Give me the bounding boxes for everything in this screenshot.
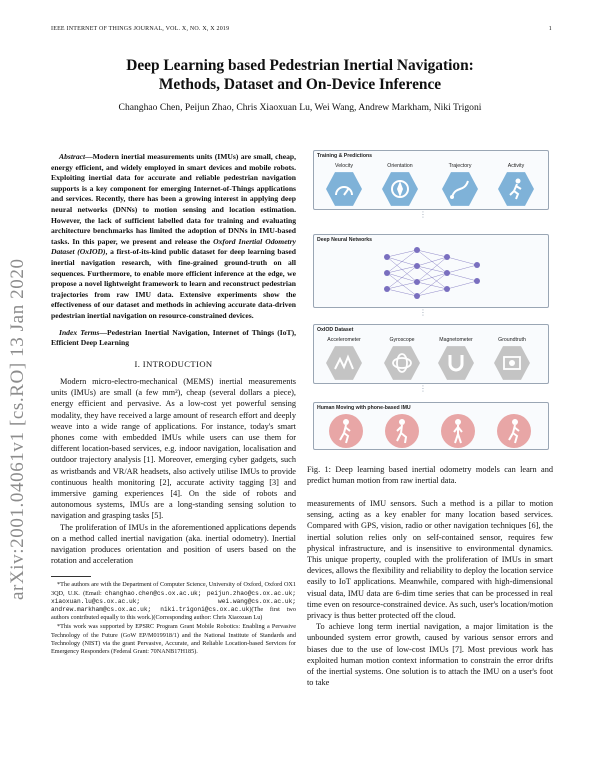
index-terms-label: Index Terms <box>59 327 100 337</box>
journal-header: IEEE INTERNET OF THINGS JOURNAL, VOL. X, NO. X, X 2019 <box>51 26 230 32</box>
left-column <box>51 152 296 657</box>
dataset-item-label-1: Gyroscope <box>389 337 415 343</box>
training-item-label-0: Velocity <box>335 163 353 169</box>
connector-dots-3: ⋮ <box>419 384 428 393</box>
walking-person-icon <box>441 414 475 448</box>
arxiv-watermark: arXiv:2001.04061v1 [cs.RO] 13 Jan 2020 <box>7 258 28 600</box>
author-list: Changhao Chen, Peijun Zhao, Chris Xiaoxuan Lu, Wei Wang, Andrew Markham, Niki Trigoni <box>118 102 482 113</box>
dataset-item-label-0: Accelerometer <box>327 337 361 343</box>
page-number: 1 <box>548 26 552 32</box>
footnote-funding: *This work was supported by EPSRC Program Grant Mobile Robotics: Enabling a Pervasive Technology of the Future (GoW EP/M019918/1) and the National Institute of Standards and Technology (NIST) via the grant Pervasive, Accurate, and Reliable Location-based Services for Emergency Responders (Federal Grant: 70NANB17H185). <box>51 623 296 655</box>
footnote-affiliation-text: *The authors are with the Department of Computer Science, University of Oxford, Oxford OX1 3QD, U.K. (Email: <box>51 581 296 597</box>
title-line-1: Deep Learning based Pedestrian Inertial Navigation: <box>126 57 474 74</box>
abstract-dataset-name: Oxford Inertial Odometry Dataset (OxIOD) <box>51 236 296 257</box>
right-column-body <box>307 498 553 688</box>
running-header <box>51 26 552 32</box>
section-heading: I. INTRODUCTION <box>134 358 213 369</box>
dataset-item-label-3: Groundtruth <box>498 337 526 343</box>
training-predictions-label: Training & Predictions <box>317 153 373 159</box>
connector-dots-1: ⋮ <box>419 210 428 219</box>
abstract-label: Abstract <box>59 152 86 161</box>
connector-dots-2: ⋮ <box>419 308 428 317</box>
footnote-affiliation <box>51 581 296 622</box>
abstract-text-pre: —Modern inertial measurements units (IMUs) are small, cheap, energy efficient, and widely employed in smart devices and mobile robots. Exploiting inertial data for accurate and reliable pedestrian navigation supports is a key component for emerging Internet-of-Things applications and services. Recently, there has been a growing interest in applying deep neural networks (DNNs) to motion sensing and location estimation. However, the lack of sufficient labelled data for training and evaluating architecture benchmarks has limited the adoption of DNNs in IMU-based tasks. In this paper, we present and release the <box>51 152 296 246</box>
intro-paragraph-1: Modern micro-electro-mechanical (MEMS) inertial measurements units (IMUs) are small (a few mm²), cheap (several dollars a piece), energy efficient and pervasive. As a low-cost yet powerful sensing modality, they have received a large amount of research effort and deeply weave into a wide range of applications. For instance, today's smart phones come with embedded IMUs while users can use them for different location-based services, e.g. indoor navigation, localisation and outdoor trajectory analysis [1]. Moreover, emerging cyber gadgets, such as wristbands and VR/AR headsets, also actively utilise IMUs to provide continuous health monitoring [2], accurate activity tagging [3] and immersive gaming experiences [4]. On the side of robots and autonomous systems, IMUs are a long-standing sensing solution to navigation and grasping tasks [5]. <box>51 376 296 521</box>
walking-person-icon <box>329 414 363 448</box>
caption-text: Deep learning based inertial odometry models can learn and predict human motion from raw inertial data. <box>307 465 554 486</box>
dataset-item-label-2: Magnetometer <box>439 337 473 343</box>
intro-paragraph-2: The proliferation of IMUs in the aforementioned applications depends on a method called inertial navigation (aka. inertial odometry). Inertial navigation produces orientation and position of users based on the rotation and acceleration <box>51 522 296 566</box>
right-paragraph-2: To achieve long term inertial navigation, a major limitation is the unbounded system error growth, caused by various sensor errors and biases due to the use of low-cost IMUs [7]. Most previous work has exploited human motion context information to constrain the error drifts of the inertial systems. One solution is to attach the IMU on a user's foot to take <box>307 622 553 688</box>
abstract <box>51 152 296 322</box>
neural-network-graph <box>377 242 487 304</box>
title-line-2: Methods, Dataset and On-Device Inference <box>158 76 442 93</box>
index-terms-text: —Pedestrian Inertial Navigation, Internet of Things (IoT), Efficient Deep Learning <box>51 327 296 348</box>
figure-caption <box>307 464 553 486</box>
training-item-label-3: Activity <box>507 163 525 169</box>
oxiod-dataset-label: OxIOD Dataset <box>317 327 354 333</box>
right-paragraph-1: measurements of IMU sensors. Such a method is a pillar to motion sensing, acting as a key enabler for many location based services. Compared with GPS, vision, radio or other navigation techniques [6], the inertial solution relies only on self-contained sensor, requires few physical infrastructure, and is insensitive to environmental dynamics. This unique property, coupled with the proliferation of IMUs in smart devices, allows the flexibility and reliability to deploy the location service easily to IoT applications. Meanwhile, compared with high-dimensional visual data, IMU data are 6-dim time series that can be processed in real time even on resource-constrained device. As such, user's location/motion privacy is thus better protected off the cloud. <box>307 499 553 621</box>
footnote-emails: changhao.chen@cs.ox.ac.uk; peijun.zhao@cs.ox.ac.uk; xiaoxuan.lu@cs.ox.ac.uk; wei.wang@cs.ox.ac.uk; andrew.markham@cs.ox.ac.uk; niki.trigoni@cs.ox.ac.uk <box>51 589 296 613</box>
index-terms <box>51 328 296 349</box>
training-item-label-1: Orientation <box>387 163 413 169</box>
training-item-label-2: Trajectory <box>448 163 472 169</box>
figure-1 <box>307 148 553 448</box>
caption-label: Fig. 1: <box>307 465 331 474</box>
paper-title <box>0 56 600 94</box>
walking-person-icon <box>497 414 531 448</box>
footnote-affiliation-tail: )(The first two authors contributed equally to this work.)(Corresponding author: Chris Xiaoxuan Lu) <box>51 605 296 622</box>
footnote-rule <box>51 576 91 577</box>
abstract-text-post: , a first-of-its-kind public dataset for deep learning based inertial navigation research, with fine-grained ground-truth on all sequences. Furthermore, to enable more efficient inference at the edge, we propose a novel lightweight framework to learn and reconstruct pedestrian trajectories from raw IMU data. Extensive experiments show the effectiveness of our dataset and methods in achieving accurate data-driven pedestrian inertial navigation on resource-constrained devices. <box>51 247 296 320</box>
human-moving-label: Human Moving with phone-based IMU <box>317 405 411 411</box>
deep-neural-networks-label: Deep Neural Networks <box>317 237 373 243</box>
walking-person-icon <box>385 414 419 448</box>
